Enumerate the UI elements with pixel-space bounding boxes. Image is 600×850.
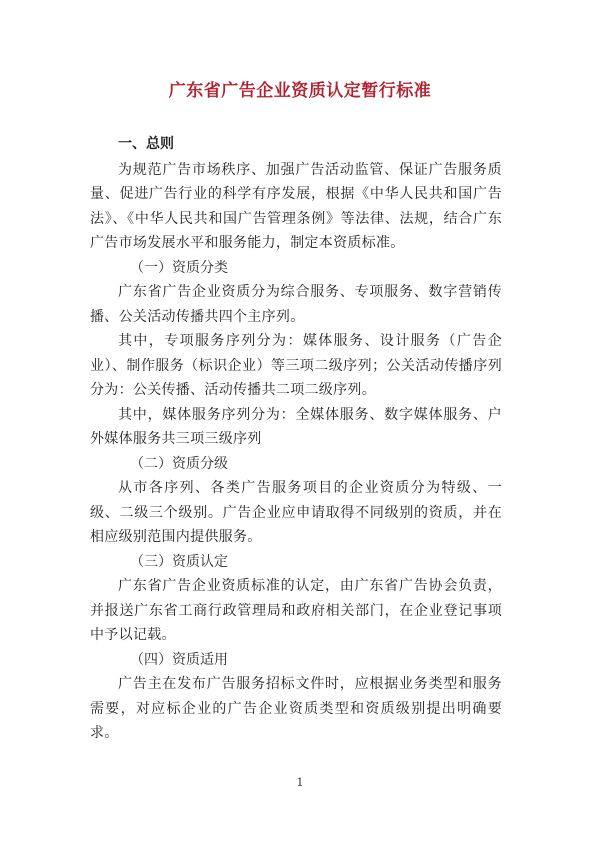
paragraph: 广告主在发布广告服务招标文件时，应根据业务类型和服务需要，对应标企业的广告企业资质类型和资质级别提出明确要求。 xyxy=(90,676,502,741)
paragraph: 其中，媒体服务序列分为：全媒体服务、数字媒体服务、户外媒体服务共三项三级序列 xyxy=(90,406,502,447)
paragraph: 为规范广告市场秩序、加强广告活动监管、保证广告服务质量、促进广告行业的科学有序发展，根据《中华人民共和国广告法》、《中华人民共和国广告管理条例》等法律、法规，结合广东广告市场发展水平和服务能力，制定本资质标准。 xyxy=(90,161,502,251)
section-heading: 一、总则 xyxy=(118,136,174,152)
subheading-grading: （二）资质分级 xyxy=(130,455,228,472)
paragraph: 从市各序列、各类广告服务项目的企业资质分为特级、一级、二级三个级别。广告企业应申请取得不同级别的资质，并在相应级别范围内提供服务。 xyxy=(90,480,502,545)
paragraph: 广东省广告企业资质分为综合服务、专项服务、数字营销传播、公关活动传播共四个主序列。 xyxy=(90,284,502,325)
page-number: 1 xyxy=(296,776,304,789)
paragraph: 广东省广告企业资质标准的认定，由广东省广告协会负责，并报送广东省工商行政管理局和政府相关部门，在企业登记事项中予以记载。 xyxy=(90,578,502,643)
document-body xyxy=(90,132,502,746)
document-title: 广东省广告企业资质认定暂行标准 xyxy=(168,81,432,101)
subheading-application: （四）资质适用 xyxy=(130,651,228,668)
subheading-classification: （一）资质分类 xyxy=(130,259,228,276)
paragraph: 其中，专项服务序列分为：媒体服务、设计服务（广告企业）、制作服务（标识企业）等三项二级序列；公关活动传播序列分为：公关传播、活动传播共二项二级序列。 xyxy=(90,333,502,398)
subheading-certification: （三）资质认定 xyxy=(130,553,228,570)
